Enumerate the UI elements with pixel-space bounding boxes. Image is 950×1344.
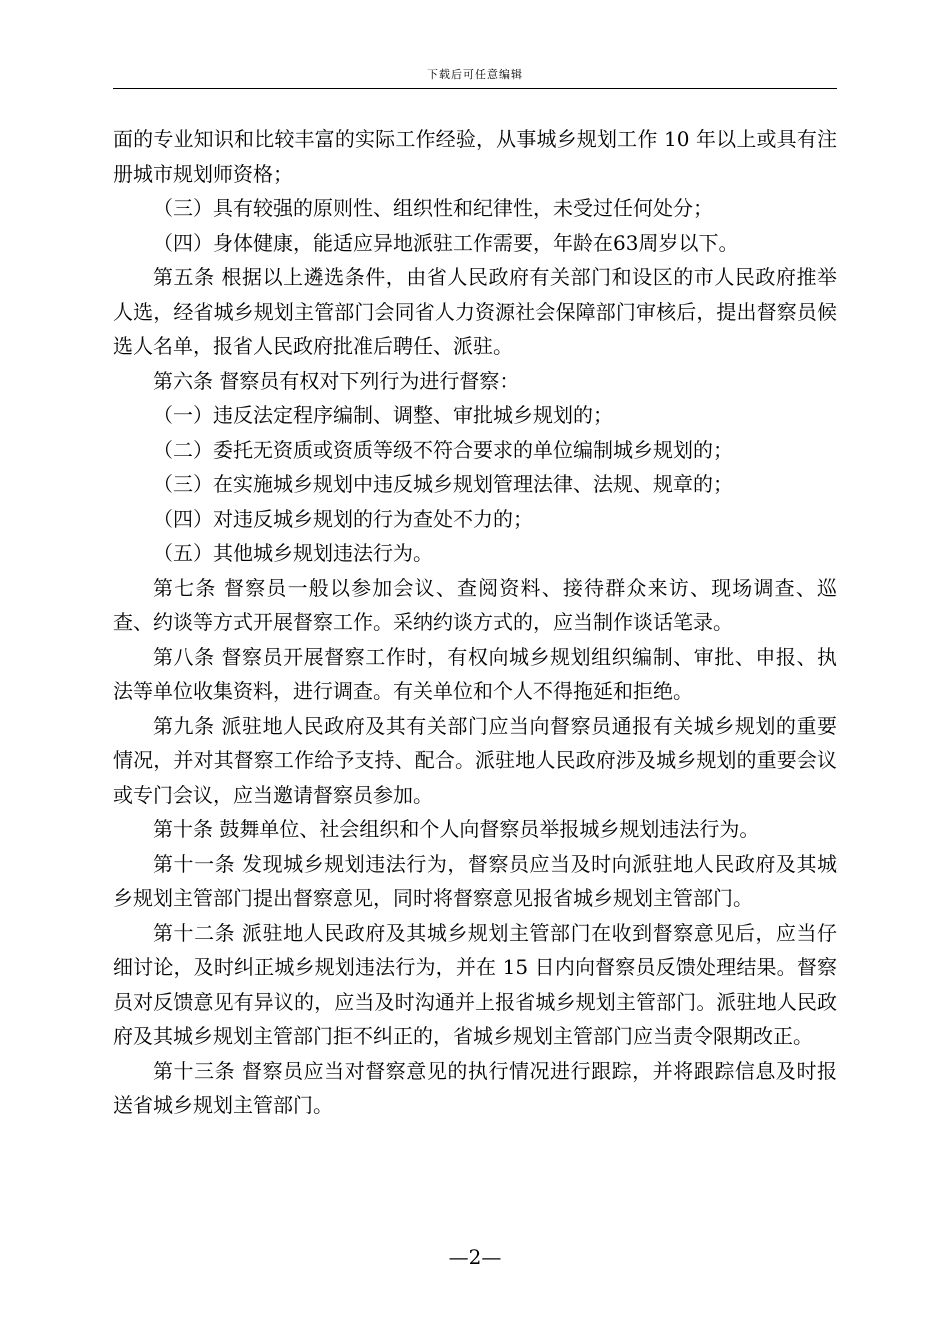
article-13: 第十三条 督察员应当对督察意见的执行情况进行跟踪，并将跟踪信息及时报送省城乡规划主管部门。 xyxy=(113,1058,837,1117)
article-8: 第八条 督察员开展督察工作时，有权向城乡规划组织编制、审批、申报、执法等单位收集资料，进行调查。有关单位和个人不得拖延和拒绝。 xyxy=(113,644,837,703)
article-10: 第十条 鼓舞单位、社会组织和个人向督察员举报城乡规划违法行为。 xyxy=(153,817,760,841)
article-5: 第五条 根据以上遴选条件，由省人民政府有关部门和设区的市人民政府推举人选，经省城乡规划主管部门会同省人力资源社会保障部门审核后，提出督察员候选人名单，报省人民政府批准后聘任、派驻。 xyxy=(113,265,837,358)
article-7: 第七条 督察员一般以参加会议、查阅资料、接待群众来访、现场调查、巡查、约谈等方式开展督察工作。采纳约谈方式的，应当制作谈话笔录。 xyxy=(113,575,837,634)
article-6-item-3: （三）在实施城乡规划中违反城乡规划管理法律、法规、规章的； xyxy=(153,472,733,496)
article-6-item-2: （二）委托无资质或资质等级不符合要求的单位编制城乡规划的； xyxy=(153,437,733,462)
paragraph-item-4: （四）身体健康，能适应异地派驻工作需要，年龄在63周岁以下。 xyxy=(153,230,739,255)
article-9: 第九条 派驻地人民政府及其有关部门应当向督察员通报有关城乡规划的重要情况，并对其督察工作给予支持、配合。派驻地人民政府涉及城乡规划的重要会议或专门会议，应当邀请督察员参加。 xyxy=(113,713,837,807)
article-11: 第十一条 发现城乡规划违法行为，督察员应当及时向派驻地人民政府及其城乡规划主管部门提出督察意见，同时将督察意见报省城乡规划主管部门。 xyxy=(113,851,837,910)
paragraph-continuation: 面的专业知识和比较丰富的实际工作经验，从事城乡规划工作 10 年以上或具有注册城市规划师资格； xyxy=(113,127,837,186)
page-header-note: 下载后可任意编辑 xyxy=(427,68,523,81)
page-number: —2— xyxy=(448,1245,502,1269)
article-12: 第十二条 派驻地人民政府及其城乡规划主管部门在收到督察意见后，应当仔细讨论，及时纠正城乡规划违法行为，并在 15 日内向督察员反馈处理结果。督察员对反馈意见有异议的，应当及时沟通并上报省城乡规划主管部门。派驻地人民政府及其城乡规划主管部门拒不纠正的，省城乡规划主管部门应当责令限期改正。 xyxy=(113,920,837,1048)
article-6-item-5: （五）其他城乡规划违法行为。 xyxy=(153,541,433,565)
article-6-item-4: （四）对违反城乡规划的行为查处不力的； xyxy=(153,506,533,531)
document-body xyxy=(113,122,837,1123)
header-divider xyxy=(113,88,837,89)
paragraph-item-3: （三）具有较强的原则性、组织性和纪律性，未受过任何处分； xyxy=(153,196,713,220)
article-6: 第六条 督察员有权对下列行为进行督察： xyxy=(153,368,520,393)
article-6-item-1: （一）违反法定程序编制、调整、审批城乡规划的； xyxy=(153,403,613,427)
